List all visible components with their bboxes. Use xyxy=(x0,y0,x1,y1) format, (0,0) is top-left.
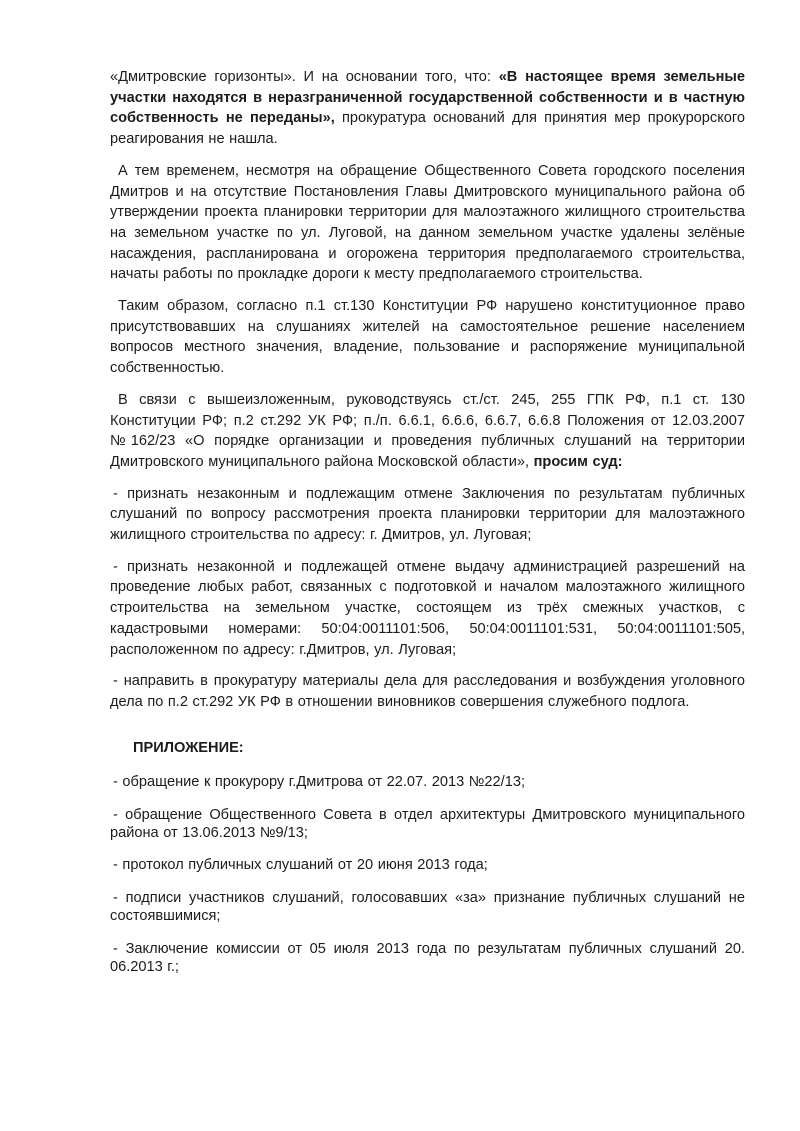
paragraph xyxy=(110,484,745,546)
text-run: - Заключение комиссии от 05 июля 2013 года по результатам публичных слушаний 20. 06.2013 г.; xyxy=(110,940,745,975)
paragraph xyxy=(110,296,745,379)
paragraph xyxy=(110,161,745,285)
text-run: - признать незаконным и подлежащим отмене Заключения по результатам публичных слушаний по вопросу рассмотрения проекта планировки территории для малоэтажного жилищного строительства по адресу: г. Дмитров, ул. Луговая; xyxy=(110,485,745,544)
paragraph xyxy=(110,773,745,791)
paragraph xyxy=(110,856,745,874)
paragraph xyxy=(110,940,745,977)
text-run: В связи с вышеизложенным, руководствуясь ст./ст. 245, 255 ГПК РФ, п.1 ст. 130 Конституции РФ; п.2 ст.292 УК РФ; п./п. 6.6.1, 6.6.6, 6.6.7, 6.6.8 Положения от 12.03.2007 №162/23 «О порядке организации и проведения публичных слушаний на территории Дмитровского муниципального района Московской области», xyxy=(110,391,745,470)
text-run: прокуратура оснований для принятия мер прокурорского реагирования не нашла. xyxy=(110,110,745,148)
text-run: - обращение Общественного Совета в отдел архитектуры Дмитровского муниципального района от 13.06.2013 №9/13; xyxy=(110,806,745,841)
bold-text-run: ПРИЛОЖЕНИЕ: xyxy=(133,739,244,756)
appendix-heading xyxy=(133,739,745,757)
paragraph xyxy=(110,806,745,843)
text-run: «Дмитровские горизонты». И на основании того, что: xyxy=(110,69,499,85)
paragraph xyxy=(110,557,745,661)
bold-text-run: просим суд: xyxy=(533,453,623,470)
text-run: - обращение к прокурору г.Дмитрова от 22.07. 2013 №22/13; xyxy=(113,774,526,791)
paragraph xyxy=(110,671,745,712)
paragraph xyxy=(110,390,745,473)
text-run: Таким образом, согласно п.1 ст.130 Конституции РФ нарушено конституционное право присутствовавших на слушаниях жителей на самостоятельное решение населением вопросов местного значения, владение, пользование и распоряжение муниципальной собственностью. xyxy=(110,298,745,377)
text-run: А тем временем, несмотря на обращение Общественного Совета городского поселения Дмитров и на отсутствие Постановления Главы Дмитровского муниципального района об утверждении проекта планировки территории для малоэтажного жилищного строительства на земельном участке по ул. Луговой, на данном земельном участке удалены зелёные насаждения, распланирована и огорожена территория предполагаемого строительства, начаты работы по прокладке дороги к месту предполагаемого строительства. xyxy=(110,162,745,283)
text-run: - протокол публичных слушаний от 20 июня 2013 года; xyxy=(113,857,488,874)
text-run: - признать незаконной и подлежащей отмене выдачу администрацией разрешений на проведение любых работ, связанных с подготовкой и началом малоэтажного жилищного строительства на земельном участке, состоящем из трёх смежных участков, с кадастровыми номерами: 50:04:0011101:506, 50:04:0011101:531, 50:04:0011101:505, расположенном по адресу: г.Дмитров, ул. Луговая; xyxy=(110,558,745,658)
paragraph xyxy=(110,67,745,150)
bold-text-run: «В настоящее время земельные участки находятся в неразграниченной государственной собственности и в частную собственность не переданы», xyxy=(110,69,746,127)
text-run: - подписи участников слушаний, голосовавших «за» признание публичных слушаний не состоявшимися; xyxy=(110,889,745,925)
paragraph xyxy=(110,889,745,926)
text-run: - направить в прокуратуру материалы дела для расследования и возбуждения уголовного дела по п.2 ст.292 УК РФ в отношении виновников совершения служебного подлога. xyxy=(110,673,745,710)
